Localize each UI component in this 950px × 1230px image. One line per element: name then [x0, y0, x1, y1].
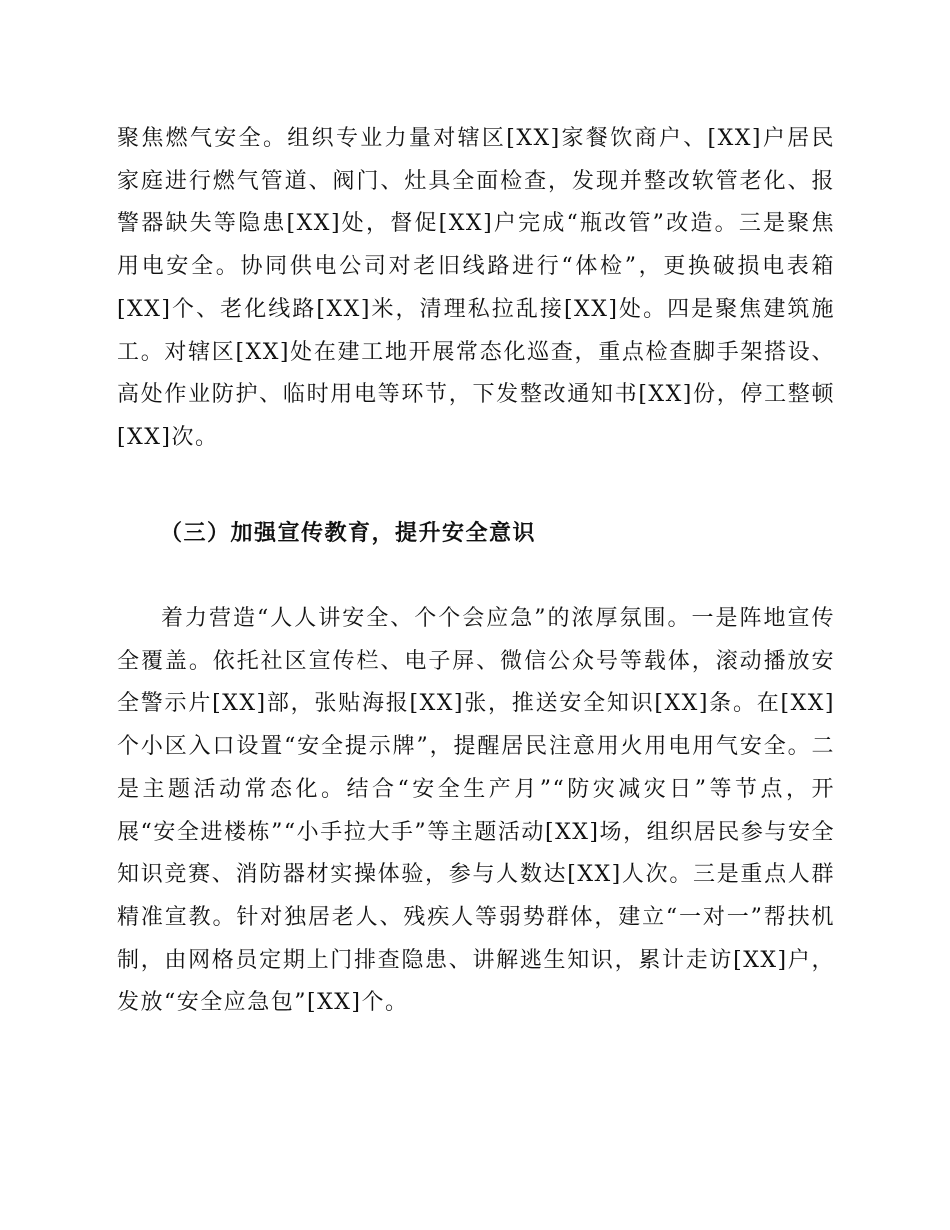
body-paragraph-publicity-education: 着力营造“人人讲安全、个个会应急”的浓厚氛围。一是阵地宣传全覆盖。依托社区宣传栏、电子屏、微信公众号等载体，滚动播放安全警示片[XX]部，张贴海报[XX]张，推送安全知识[XX]条。在[XX]个小区入口设置“安全提示牌”，提醒居民注意用火用电用气安全。二是主题活动常态化。结合“安全生产月”“防灾减灾日”等节点，开展“安全进楼栋”“小手拉大手”等主题活动[XX]场，组织居民参与安全知识竞赛、消防器材实操体验，参与人数达[XX]人次。三是重点人群精准宣教。针对独居老人、残疾人等弱势群体，建立“一对一”帮扶机制，由网格员定期上门排查隐患、讲解逃生知识，累计走访[XX]户，发放“安全应急包”[XX]个。: [117, 606, 835, 1016]
body-paragraph-safety-focus: 聚焦燃气安全。组织专业力量对辖区[XX]家餐饮商户、[XX]户居民家庭进行燃气管道、阀门、灶具全面检查，发现并整改软管老化、报警器缺失等隐患[XX]处，督促[XX]户完成“瓶改管”改造。三是聚焦用电安全。协同供电公司对老旧线路进行“体检”，更换破损电表箱[XX]个、老化线路[XX]米，清理私拉乱接[XX]处。四是聚焦建筑施工。对辖区[XX]处在建工地开展常态化巡查，重点检查脚手架搭设、高处作业防护、临时用电等环节，下发整改通知书[XX]份，停工整顿[XX]次。: [117, 126, 835, 450]
section-heading-publicity-education: （三）加强宣传教育，提升安全意识: [160, 521, 537, 546]
